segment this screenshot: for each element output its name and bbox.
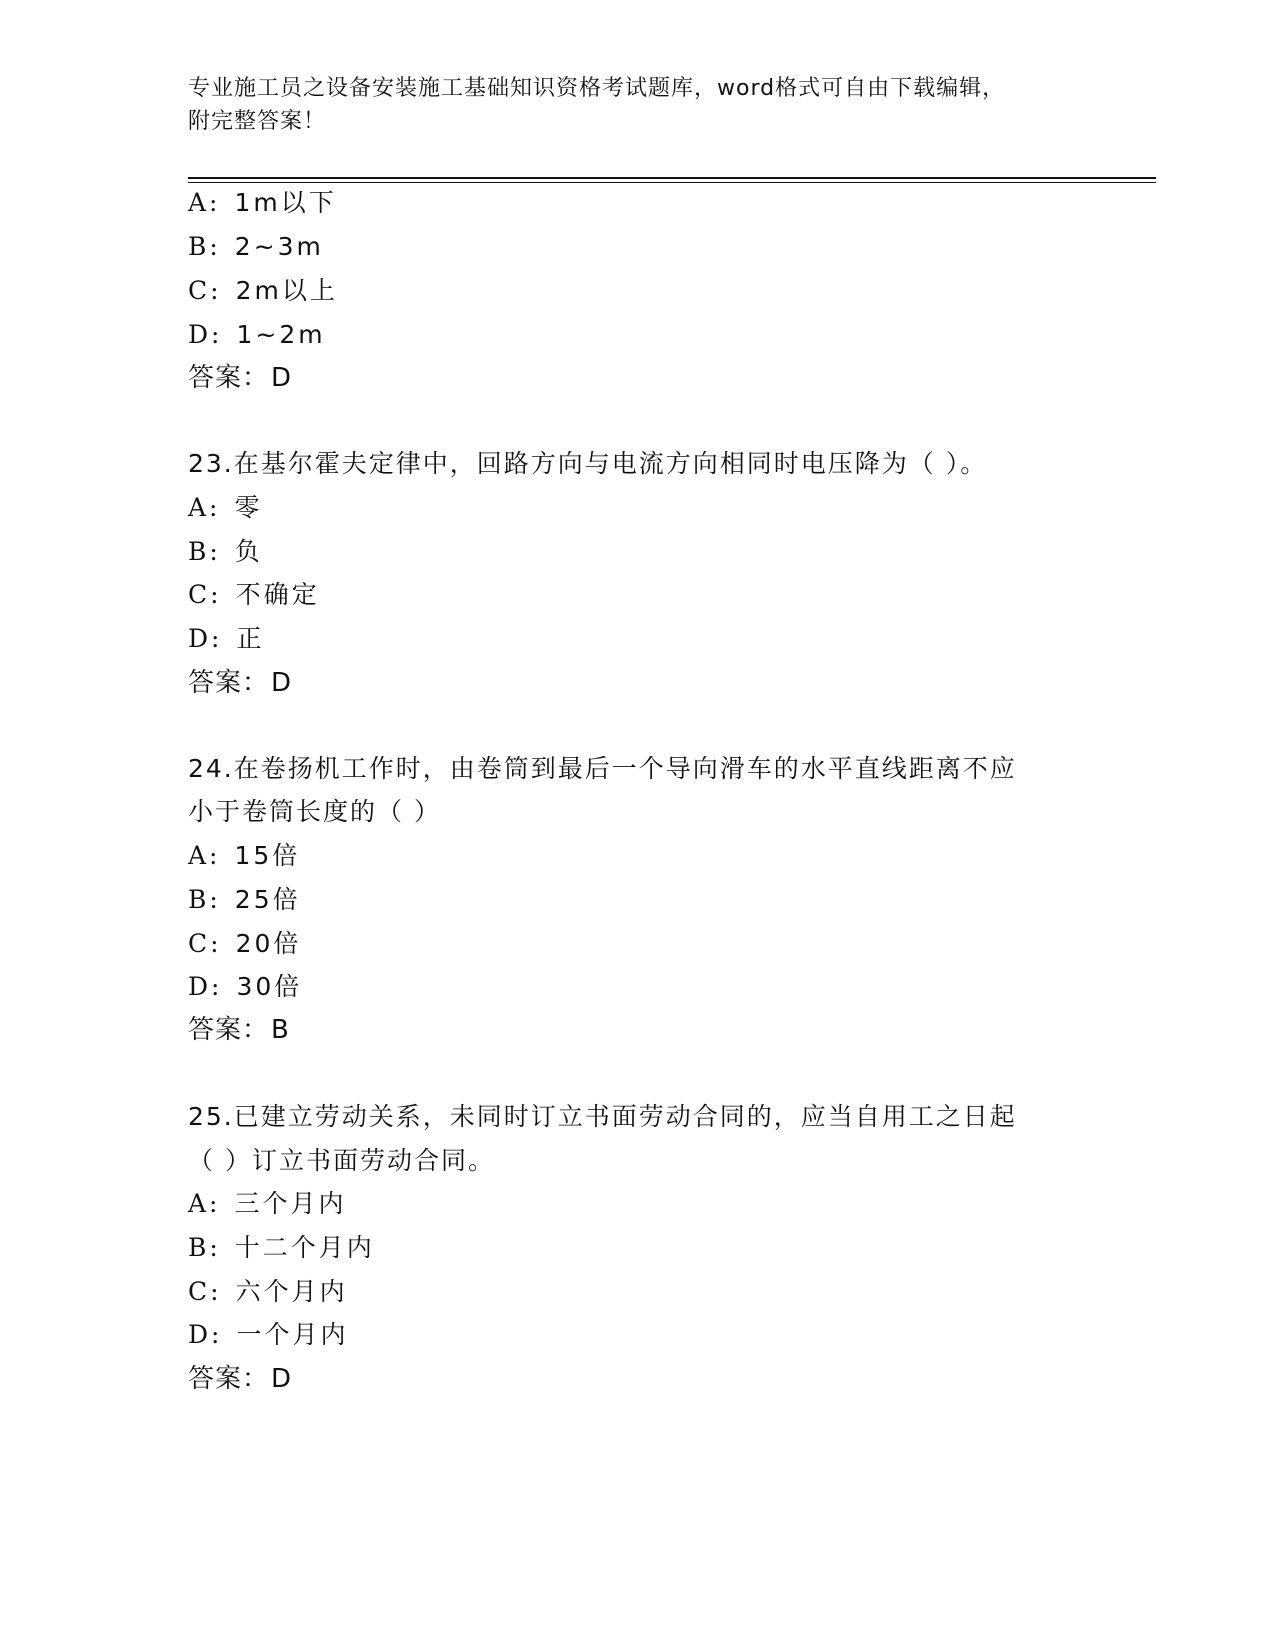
answer-value: D — [271, 363, 293, 393]
option-d: D: 30倍 — [188, 972, 303, 1001]
option-a: A: 1m以下 — [188, 188, 337, 217]
answer-value: D — [271, 668, 293, 698]
document-header — [188, 72, 1088, 138]
option-a: A: 三个月内 — [188, 1189, 347, 1218]
answer-line: 答案：D — [188, 668, 293, 698]
option-a: A: 15倍 — [188, 841, 301, 870]
question-25 — [188, 1100, 1017, 1134]
answer-value: D — [271, 1364, 293, 1394]
option-a: A: 零 — [188, 493, 263, 522]
answer-line: 答案：D — [188, 1364, 293, 1394]
question-text: 已建立劳动关系，未同时订立书面劳动合同的，应当自用工之日起 — [233, 1102, 1017, 1131]
option-b: B: 负 — [188, 537, 263, 566]
answer-value: B — [271, 1015, 290, 1045]
header-line-2: 附完整答案！ — [188, 109, 327, 134]
option-d: D: 1~2m — [188, 320, 326, 349]
option-c: C: 六个月内 — [188, 1277, 348, 1306]
question-25-cont: （ ）订立书面劳动合同。 — [188, 1146, 495, 1175]
header-line-1: 专业施工员之设备安装施工基础知识资格考试题库，word格式可自由下载编辑， — [188, 76, 1006, 101]
option-b: B: 2~3m — [188, 232, 324, 261]
header-rule-thick — [188, 177, 1156, 179]
question-24-cont: 小于卷筒长度的（ ） — [188, 797, 441, 826]
question-text: 在基尔霍夫定律中，回路方向与电流方向相同时电压降为（ ）。 — [233, 449, 988, 478]
option-c: C: 20倍 — [188, 929, 302, 958]
option-d: D: 一个月内 — [188, 1320, 349, 1349]
question-text: 在卷扬机工作时，由卷筒到最后一个导向滑车的水平直线距离不应 — [233, 754, 1017, 783]
question-23 — [188, 447, 987, 481]
option-b: B: 十二个月内 — [188, 1233, 375, 1262]
answer-line: 答案：D — [188, 363, 293, 393]
header-rule-thin — [188, 182, 1156, 183]
question-number: 23. — [188, 449, 234, 478]
option-d: D: 正 — [188, 624, 265, 653]
option-b: B: 25倍 — [188, 885, 301, 914]
option-c: C: 不确定 — [188, 580, 320, 609]
option-c: C: 2m以上 — [188, 276, 338, 305]
answer-line: 答案：B — [188, 1015, 290, 1045]
question-number: 24. — [188, 754, 234, 783]
question-24 — [188, 752, 1017, 786]
question-number: 25. — [188, 1102, 234, 1131]
